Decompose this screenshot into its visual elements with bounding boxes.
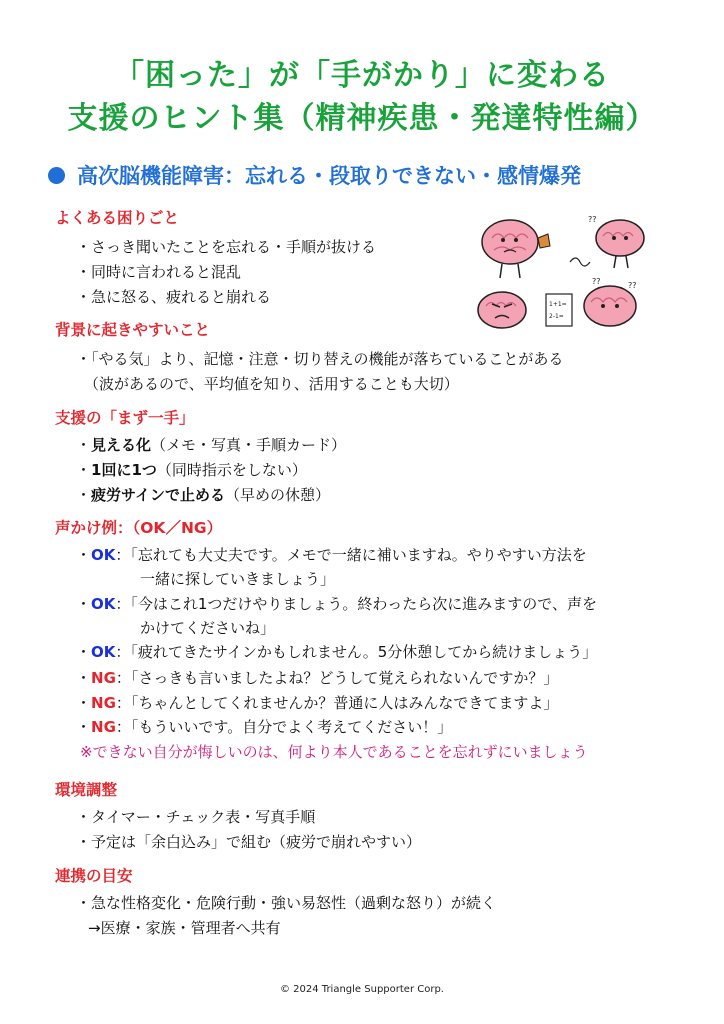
question-mark-2: ?? <box>592 277 601 286</box>
first-step-item-3-bold: 疲労サインで止める <box>91 486 225 504</box>
background-line-2: （波があるので、平均値を知り、活用することも大切） <box>84 375 459 393</box>
ng-phrase-1-text: ：「さっきも言いましたよね？どうして覚えられないんですか？」 <box>115 669 559 687</box>
heading-coordination: 連携の目安 <box>55 867 133 885</box>
ng-phrase-1: ・NG：「さっきも言いましたよね？どうして覚えられないんですか？」 <box>76 669 559 687</box>
title-line-1: 「困った」が「手がかり」に変わる <box>114 58 610 93</box>
ng-phrase-3-text: ：「もういいです。自分でよく考えてください！」 <box>115 718 453 736</box>
ok-phrase-3-line-1: ：「疲れてきたサインかもしれません。5分休憩してから続けましょう」 <box>115 643 598 661</box>
trouble-item-2: ・同時に言われると混乱 <box>76 263 242 281</box>
subtitle <box>48 160 581 190</box>
ng-phrase-2: ・NG：「ちゃんとしてくれませんか？普通に人はみんなできてますよ」 <box>76 694 559 712</box>
brain-angry-icon <box>478 292 526 328</box>
first-step-item-2-bold: 1回に1つ <box>91 461 157 479</box>
heading-background: 背景に起きやすいこと <box>55 321 211 339</box>
first-step-item-3: ・疲労サインで止める（早めの休憩） <box>76 486 330 504</box>
heading-troubles: よくある困りごと <box>55 209 180 227</box>
trouble-item-3: ・急に怒る、疲れると崩れる <box>76 288 272 306</box>
ok-phrase-2-line-1: ：「今はこれ1つだけやりましょう。終わったら次に進みますので、声を <box>115 595 597 613</box>
ok-label-1: OK <box>91 546 116 564</box>
ng-phrase-2-text: ：「ちゃんとしてくれませんか？普通に人はみんなできてますよ」 <box>115 694 559 712</box>
environment-item-2: ・予定は「余白込み」で組む（疲労で崩れやすい） <box>76 833 422 851</box>
coordination-line-1: ・急な性格変化・危険行動・強い易怒性（過剰な怒り）が続く <box>76 894 497 912</box>
heading-environment: 環境調整 <box>55 781 118 799</box>
ng-label-2: NG <box>91 694 116 712</box>
note-line-2: 2-1= <box>549 313 564 320</box>
ok-phrase-3: ・OK：「疲れてきたサインかもしれません。5分休憩してから続けましょう」 <box>76 643 598 661</box>
ok-phrase-1-line-1: ：「忘れても大丈夫です。メモで一緒に補いますね。やりやすい方法を <box>115 546 587 564</box>
ok-phrase-1-line-2: 一緒に探していきましょう」 <box>140 570 336 588</box>
background-line-1: ・「やる気」より、記憶・注意・切り替えの機能が落ちていることがある <box>76 350 564 368</box>
question-mark-3: ?? <box>628 281 637 290</box>
title-line-2: 支援のヒント集（精神疾患・発達特性編） <box>67 101 657 136</box>
brain-characters-illustration <box>470 210 650 335</box>
ok-label-3: OK <box>91 643 116 661</box>
first-step-item-1-rest: （メモ・写真・手順カード） <box>151 436 347 454</box>
brain-confused-icon <box>482 220 550 278</box>
ok-phrase-2: ・OK：「今はこれ1つだけやりましょう。終わったら次に進みますので、声を <box>76 595 597 613</box>
first-step-item-1: ・見える化（メモ・写真・手順カード） <box>76 436 347 454</box>
environment-item-1: ・タイマー・チェック表・写真手順 <box>76 808 316 826</box>
first-step-item-3-rest: （早めの休憩） <box>224 486 330 504</box>
ng-label-1: NG <box>91 669 116 687</box>
bullet-dot-icon <box>48 167 65 184</box>
first-step-item-2: ・1回に1つ（同時指示をしない） <box>76 461 307 479</box>
ng-phrase-3: ・NG：「もういいです。自分でよく考えてください！」 <box>76 718 453 736</box>
ok-phrase-2-line-2: かけてくださいね」 <box>140 619 276 637</box>
brain-reading-icon <box>584 277 637 326</box>
heading-first-step: 支援の「まず一手」 <box>55 409 195 427</box>
brain-thinking-icon <box>588 215 644 268</box>
first-step-item-2-rest: （同時指示をしない） <box>156 461 307 479</box>
ok-label-2: OK <box>91 595 116 613</box>
note-card-icon <box>546 294 572 326</box>
question-mark-1: ?? <box>588 215 597 224</box>
heading-phrases: 声かけ例：（OK／NG） <box>55 519 223 537</box>
note-line-1: 1+1= <box>549 301 567 308</box>
ng-label-3: NG <box>91 718 116 736</box>
trouble-item-1: ・さっき聞いたことを忘れる・手順が抜ける <box>76 238 377 256</box>
coordination-line-2: →医療・家族・管理者へ共有 <box>88 919 281 937</box>
footer-copyright: © 2024 Triangle Supporter Corp. <box>280 984 444 995</box>
phrases-note: ※できない自分が悔しいのは、何より本人であることを忘れずにいましょう <box>80 743 588 761</box>
subtitle-text: 高次脳機能障害：忘れる・段取りできない・感情爆発 <box>77 164 581 188</box>
first-step-item-1-bold: 見える化 <box>91 436 152 454</box>
squiggle-icon <box>570 258 590 266</box>
ok-phrase-1: ・OK：「忘れても大丈夫です。メモで一緒に補いますね。やりやすい方法を <box>76 546 587 564</box>
